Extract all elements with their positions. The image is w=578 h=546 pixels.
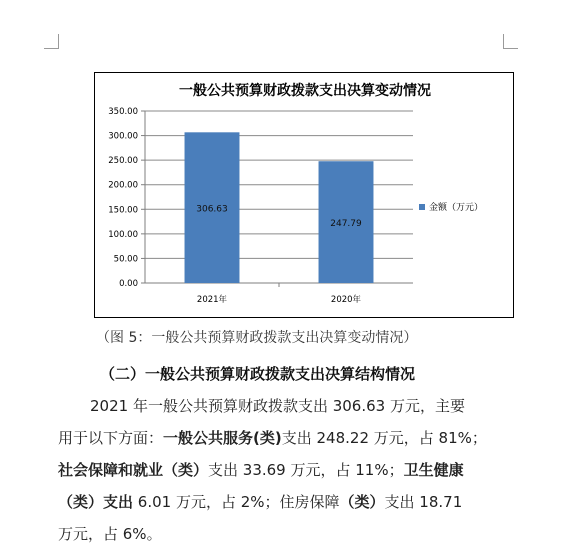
- legend-swatch: [419, 204, 425, 210]
- text-run: 2021 年一般公共预算财政拨款支出 306.63 万元，主要: [90, 397, 465, 415]
- text-run: 6.01 万元，占 2%；住房保障: [133, 493, 340, 511]
- y-axis-ticks: [108, 107, 145, 289]
- figure-caption: （图 5：一般公共预算财政拨款支出决算变动情况）: [96, 330, 418, 346]
- page-corner-mark-top-right: [503, 34, 518, 49]
- paragraph-line-5: [58, 522, 578, 546]
- text-run-bold: 一般公共服务(类): [163, 429, 282, 447]
- text-run: 支出 33.69 万元，占 11%；: [208, 461, 404, 479]
- text-run: 用于以下方面：: [58, 429, 164, 447]
- y-tick-label: 350.00: [108, 107, 138, 117]
- section-heading: （二）一般公共预算财政拨款支出决算结构情况: [100, 365, 416, 383]
- text-run-bold: 卫生健康: [403, 461, 464, 479]
- x-tick-label: 2021年: [196, 295, 228, 305]
- text-run-bold: 社会保障和就业（类）: [58, 461, 209, 479]
- paragraph-line-1: [90, 394, 578, 418]
- text-run: 支出 18.71: [384, 493, 463, 511]
- y-tick-label: 250.00: [108, 156, 138, 167]
- x-axis-ticks: [197, 283, 362, 305]
- y-tick-label: 0.00: [119, 279, 138, 289]
- page-corner-mark-top-left: [44, 34, 59, 49]
- bar-series: [185, 132, 374, 283]
- bar-chart: [94, 72, 514, 318]
- bar-data-label: 306.63: [196, 204, 228, 215]
- y-tick-label: 200.00: [108, 180, 138, 191]
- y-tick-label: 150.00: [108, 205, 138, 216]
- paragraph-line-4: [58, 490, 578, 514]
- text-run: 支出 248.22 万元，占 81%；: [281, 429, 487, 447]
- chart-canvas: [95, 73, 515, 319]
- chart-title: 一般公共预算财政拨款支出决算变动情况: [179, 83, 431, 99]
- y-tick-label: 300.00: [108, 131, 138, 142]
- legend-label: 金额（万元）: [429, 203, 484, 213]
- text-run-bold: （类）: [339, 493, 385, 511]
- paragraph-line-3: [58, 458, 578, 482]
- y-tick-label: 50.00: [113, 254, 138, 265]
- text-run: 万元，占 6%。: [58, 525, 162, 543]
- bar-data-label: 247.79: [330, 219, 362, 230]
- paragraph-line-2: [58, 426, 578, 450]
- x-tick-label: 2020年: [330, 295, 362, 305]
- text-run-bold: （类）支出: [58, 493, 134, 511]
- legend: [419, 201, 483, 213]
- y-tick-label: 100.00: [108, 229, 138, 240]
